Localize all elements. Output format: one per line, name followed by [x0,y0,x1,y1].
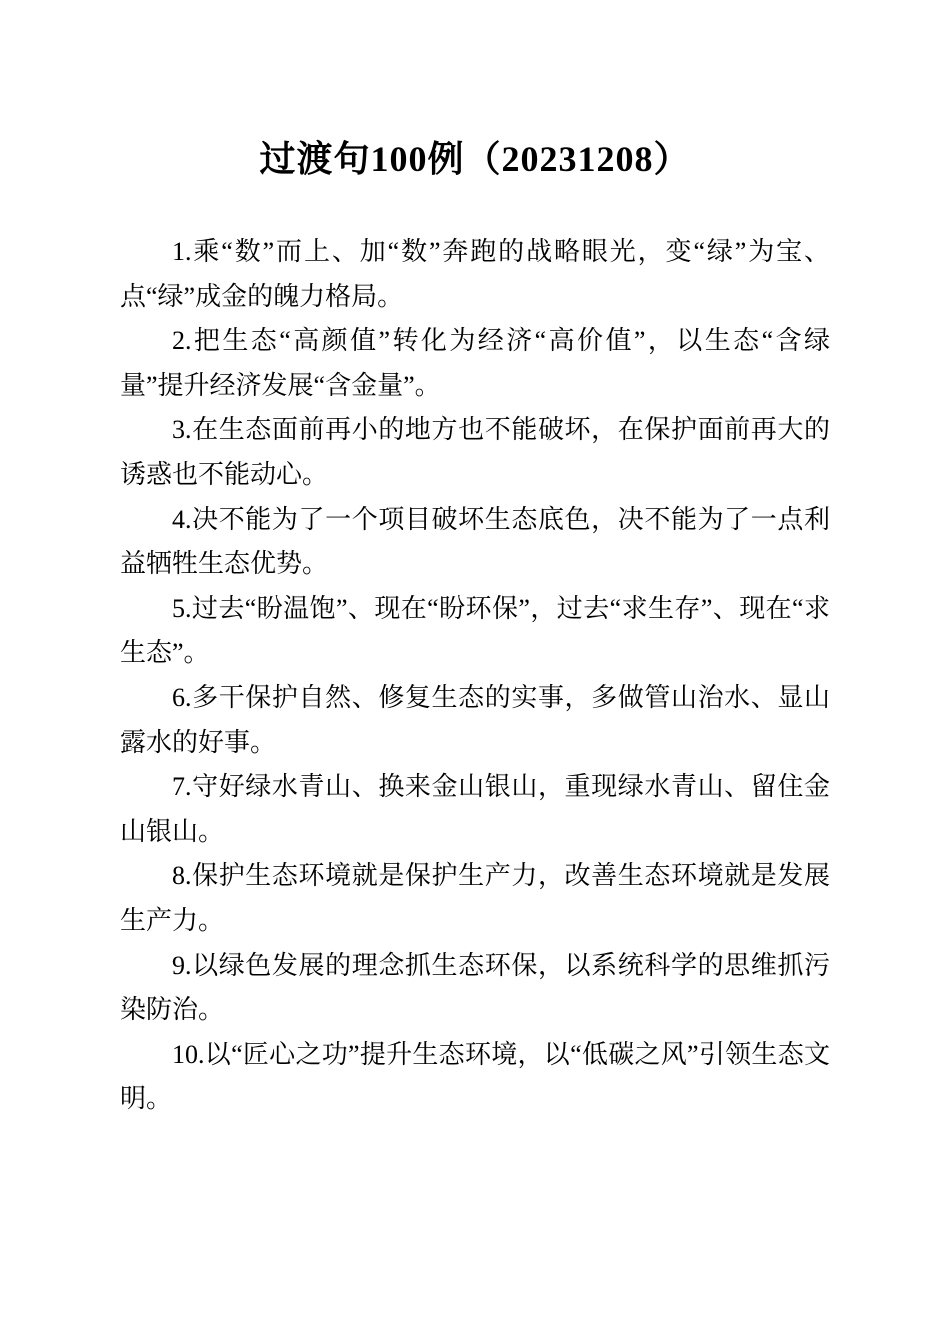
document-title: 过渡句100例（20231208） [259,139,691,179]
sentence-6: 6.多干保护自然、修复生态的实事，多做管山治水、显山露水的好事。 [120,682,830,757]
sentence-10: 10.以“匠心之功”提升生态环境，以“低碳之风”引领生态文明。 [120,1039,830,1114]
sentence-2: 2.把生态“高颜值”转化为经济“高价值”，以生态“含绿量”提升经济发展“含金量”。 [120,326,830,400]
sentence-9: 9.以绿色发展的理念抓生态环保，以系统科学的思维抓污染防治。 [120,950,830,1025]
sentence-3: 3.在生态面前再小的地方也不能破坏，在保护面前再大的诱惑也不能动心。 [120,415,830,489]
sentence-8: 8.保护生态环境就是保护生产力，改善生态环境就是发展生产力。 [120,861,830,935]
sentence-7: 7.守好绿水青山、换来金山银山，重现绿水青山、留住金山银山。 [120,772,830,846]
document-body [120,230,830,1122]
sentence-1: 1.乘“数”而上、加“数”奔跑的战略眼光，变“绿”为宝、点“绿”成金的魄力格局。 [120,237,830,311]
sentence-4: 4.决不能为了一个项目破坏生态底色，决不能为了一点利益牺牲生态优势。 [120,504,830,579]
sentence-5: 5.过去“盼温饱”、现在“盼环保”，过去“求生存”、现在“求生态”。 [120,593,830,668]
